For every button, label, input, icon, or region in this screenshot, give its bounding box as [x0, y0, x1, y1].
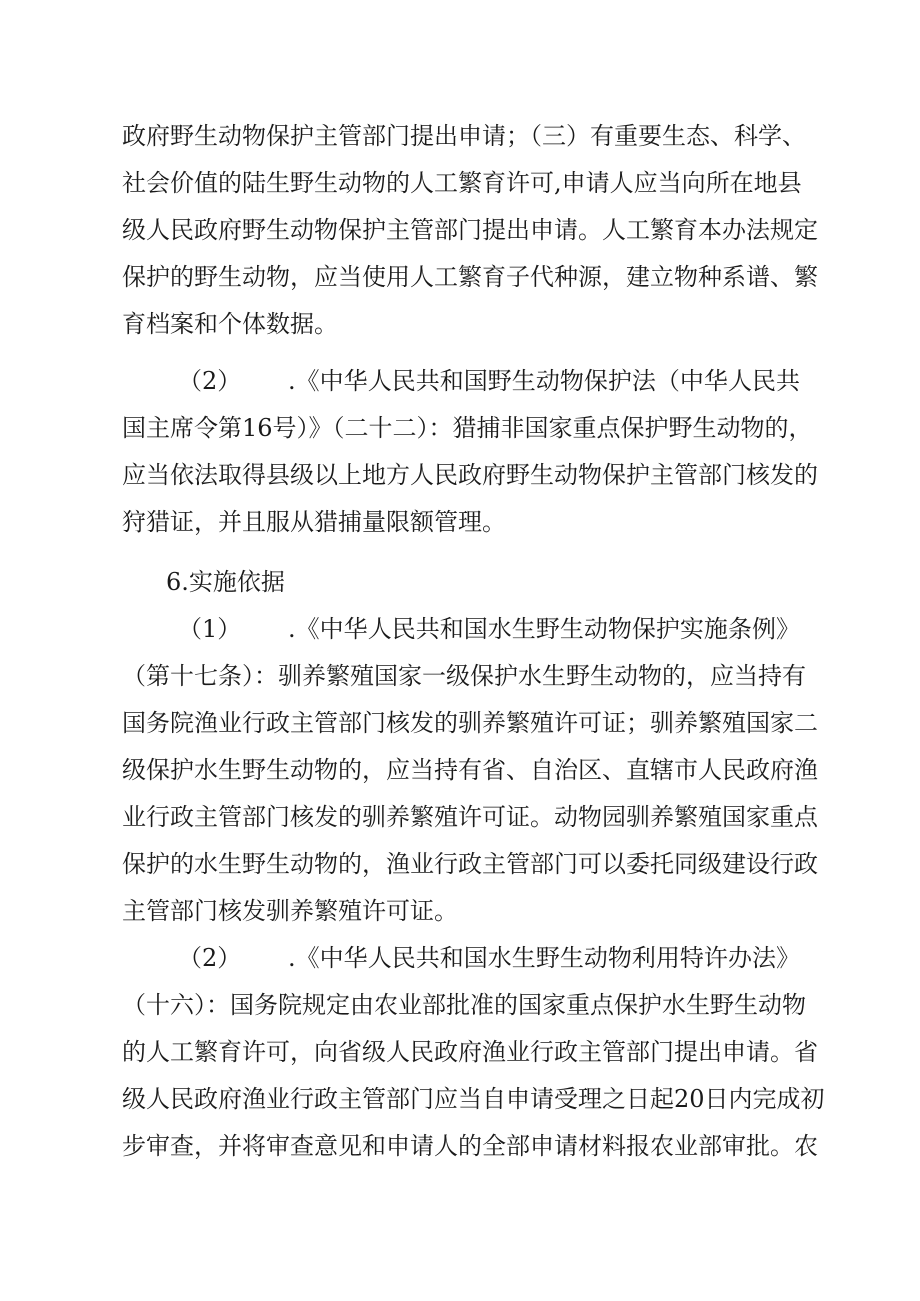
list-item-text: .《中华人民共和国野生动物保护法（中华人民共: [288, 367, 800, 395]
text-line: 级人民政府渔业行政主管部门应当自申请受理之日起20日内完成初: [122, 1085, 825, 1113]
text-line: 政府野生动物保护主管部门提出申请；（三）有重要生态、科学、: [122, 122, 806, 150]
text-line: 应当依法取得县级以上地方人民政府野生动物保护主管部门核发的: [122, 461, 818, 489]
text-line: 狩猎证，并且服从猎捕量限额管理。: [122, 508, 506, 536]
text-line: （第十七条）：驯养繁殖国家一级保护水生野生动物的，应当持有: [122, 662, 806, 690]
text-line: 国主席令第16号）》（二十二）：猎捕非国家重点保护野生动物的，: [122, 414, 813, 442]
text-line: 社会价值的陆生野生动物的人工繁育许可,申请人应当向所在地县: [122, 169, 802, 197]
text-line: 的人工繁育许可，向省级人民政府渔业行政主管部门提出申请。省: [122, 1038, 818, 1066]
list-marker: （1）: [178, 615, 242, 643]
text-line: 级人民政府野生动物保护主管部门提出申请。人工繁育本办法规定: [122, 216, 818, 244]
text-line: 国务院渔业行政主管部门核发的驯养繁殖许可证；驯养繁殖国家二: [122, 709, 818, 737]
list-marker: （2）: [178, 367, 242, 395]
list-item-first-line: [178, 361, 800, 401]
text-line: 育档案和个体数据。: [122, 310, 338, 338]
text-line: 保护的水生野生动物的，渔业行政主管部门可以委托同级建设行政: [122, 850, 818, 878]
list-item-first-line: [178, 938, 800, 978]
text-line: 保护的野生动物，应当使用人工繁育子代种源，建立物种系谱、繁: [122, 263, 818, 291]
section-heading: 6.实施依据: [166, 568, 285, 596]
list-item-first-line: [178, 609, 800, 649]
list-item-text: .《中华人民共和国水生野生动物利用特许办法》: [288, 944, 800, 972]
text-line: 步审查，并将审查意见和申请人的全部申请材料报农业部审批。农: [122, 1132, 818, 1160]
list-item-text: .《中华人民共和国水生野生动物保护实施条例》: [288, 615, 800, 643]
text-line: 级保护水生野生动物的，应当持有省、自治区、直辖市人民政府渔: [122, 756, 818, 784]
list-marker: （2）: [178, 944, 242, 972]
text-line: 主管部门核发驯养繁殖许可证。: [122, 897, 458, 925]
text-line: 业行政主管部门核发的驯养繁殖许可证。动物园驯养繁殖国家重点: [122, 803, 818, 831]
text-line: （十六）：国务院规定由农业部批准的国家重点保护水生野生动物: [122, 991, 806, 1019]
